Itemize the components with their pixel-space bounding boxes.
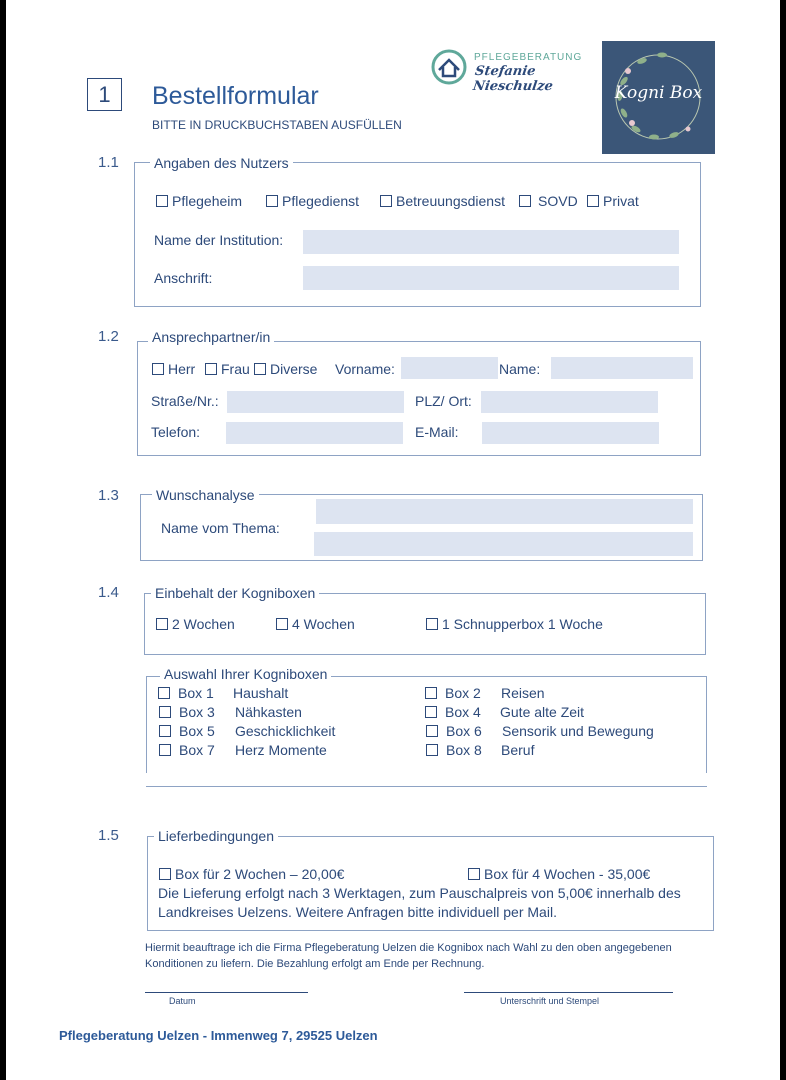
box-3-name: Nähkasten bbox=[235, 704, 302, 720]
option-2-wochen: 2 Wochen bbox=[172, 616, 235, 632]
name-label: Name: bbox=[499, 361, 541, 377]
box-3-number: Box 3 bbox=[179, 704, 215, 720]
signature-line[interactable] bbox=[464, 992, 673, 993]
logo-text-name: Stefanie Nieschulze bbox=[471, 64, 554, 94]
zip-label: PLZ/ Ort: bbox=[415, 393, 472, 409]
box-4-name: Gute alte Zeit bbox=[500, 704, 585, 720]
option-box-2-weeks: Box für 2 Wochen – 20,00€ bbox=[175, 866, 345, 882]
checkbox-box-3[interactable] bbox=[159, 706, 171, 718]
email-label: E-Mail: bbox=[415, 424, 459, 440]
box-8-number: Box 8 bbox=[446, 742, 482, 758]
checkbox-pflegedienst[interactable] bbox=[266, 195, 278, 207]
section-1-1-number: 1.1 bbox=[98, 154, 119, 171]
checkbox-betreuungsdienst[interactable] bbox=[380, 195, 392, 207]
badge-title: Kogni Box bbox=[614, 83, 703, 103]
page-title: Bestellformular bbox=[152, 82, 319, 110]
kogni-box-badge bbox=[602, 41, 715, 154]
checkbox-box-6[interactable] bbox=[426, 725, 438, 737]
section-1-5-legend: Lieferbedingungen bbox=[154, 828, 278, 844]
authorization-line2: Konditionen zu liefern. Die Bezahlung erfolgt am Ende per Rechnung. bbox=[145, 958, 485, 970]
box-2-name: Reisen bbox=[501, 685, 545, 701]
firstname-field[interactable] bbox=[401, 357, 498, 379]
section-number-box bbox=[87, 78, 122, 111]
order-form-page bbox=[6, 0, 780, 1080]
box-selection-legend: Auswahl Ihrer Kogniboxen bbox=[160, 666, 331, 682]
delivery-text-line2: Landkreises Uelzens. Weitere Anfragen bitte individuell per Mail. bbox=[158, 904, 557, 920]
option-pflegeheim: Pflegeheim bbox=[172, 193, 243, 209]
box-4-number: Box 4 bbox=[445, 704, 481, 720]
option-pflegedienst: Pflegedienst bbox=[282, 193, 360, 209]
checkbox-herr[interactable] bbox=[152, 363, 164, 375]
phone-label: Telefon: bbox=[151, 424, 201, 440]
zip-city-field[interactable] bbox=[481, 391, 658, 413]
box-2-number: Box 2 bbox=[445, 685, 481, 701]
option-frau: Frau bbox=[221, 361, 250, 377]
box-5-name: Geschicklichkeit bbox=[235, 723, 336, 739]
option-schnupperbox: 1 Schnupperbox 1 Woche bbox=[442, 616, 603, 632]
authorization-line1: Hiermit beauftrage ich die Firma Pflegeberatung Uelzen die Kognibox nach Wahl zu den oben angegebenen bbox=[145, 942, 672, 954]
checkbox-2-wochen[interactable] bbox=[156, 618, 168, 630]
checkbox-box-2[interactable] bbox=[425, 687, 437, 699]
checkbox-box-4[interactable] bbox=[425, 706, 437, 718]
street-label: Straße/Nr.: bbox=[151, 393, 219, 409]
section-1-2-number: 1.2 bbox=[98, 328, 119, 345]
address-label: Anschrift: bbox=[154, 270, 213, 286]
phone-field[interactable] bbox=[226, 422, 403, 444]
checkbox-box-7[interactable] bbox=[159, 744, 171, 756]
page-subtitle: BITTE IN DRUCKBUCHSTABEN AUSFÜLLEN bbox=[152, 118, 402, 132]
date-line[interactable] bbox=[145, 992, 308, 993]
institution-field[interactable] bbox=[303, 230, 679, 254]
option-diverse: Diverse bbox=[270, 361, 318, 377]
section-1-1-legend: Angaben des Nutzers bbox=[150, 155, 293, 171]
box-5-number: Box 5 bbox=[179, 723, 215, 739]
signature-label: Unterschrift und Stempel bbox=[500, 996, 600, 1006]
box-6-name: Sensorik und Bewegung bbox=[502, 723, 654, 739]
section-1-3-number: 1.3 bbox=[98, 487, 119, 504]
checkbox-diverse[interactable] bbox=[254, 363, 266, 375]
box-7-name: Herz Momente bbox=[235, 742, 327, 758]
checkbox-4-wochen[interactable] bbox=[276, 618, 288, 630]
checkbox-sovd[interactable] bbox=[519, 195, 531, 207]
address-field[interactable] bbox=[303, 266, 679, 290]
checkbox-privat[interactable] bbox=[587, 195, 599, 207]
checkbox-box-1[interactable] bbox=[158, 687, 170, 699]
box-6-number: Box 6 bbox=[446, 723, 482, 739]
delivery-text-line1: Die Lieferung erfolgt nach 3 Werktagen, zum Pauschalpreis von 5,00€ innerhalb des bbox=[158, 885, 681, 901]
section-1-4-number: 1.4 bbox=[98, 584, 119, 601]
option-sovd: SOVD bbox=[538, 193, 578, 209]
box-1-name: Haushalt bbox=[233, 685, 289, 701]
name-field[interactable] bbox=[551, 357, 693, 379]
section-1-5-number: 1.5 bbox=[98, 827, 119, 844]
checkbox-box-8[interactable] bbox=[426, 744, 438, 756]
option-herr: Herr bbox=[168, 361, 196, 377]
section-1-2-legend: Ansprechpartner/in bbox=[148, 329, 274, 345]
option-privat: Privat bbox=[603, 193, 639, 209]
box-7-number: Box 7 bbox=[179, 742, 215, 758]
option-box-4-weeks: Box für 4 Wochen - 35,00€ bbox=[484, 866, 651, 882]
option-betreuungsdienst: Betreuungsdienst bbox=[396, 193, 505, 209]
topic-field-2[interactable] bbox=[314, 532, 693, 556]
box-8-name: Beruf bbox=[501, 742, 535, 758]
firstname-label: Vorname: bbox=[335, 361, 395, 377]
box-selection-bottom-line bbox=[146, 786, 707, 787]
footer-address: Pflegeberatung Uelzen - Immenweg 7, 29525 Uelzen bbox=[59, 1028, 378, 1043]
date-label: Datum bbox=[169, 996, 196, 1006]
topic-field-1[interactable] bbox=[316, 499, 693, 524]
section-number: 1 bbox=[98, 82, 111, 107]
institution-label: Name der Institution: bbox=[154, 232, 284, 248]
checkbox-frau[interactable] bbox=[205, 363, 217, 375]
checkbox-box-4-weeks[interactable] bbox=[468, 868, 480, 880]
checkbox-box-2-weeks[interactable] bbox=[159, 868, 171, 880]
box-1-number: Box 1 bbox=[178, 685, 214, 701]
checkbox-box-5[interactable] bbox=[159, 725, 171, 737]
section-1-3-legend: Wunschanalyse bbox=[152, 487, 259, 503]
section-1-4-legend: Einbehalt der Kogniboxen bbox=[151, 585, 319, 601]
email-field[interactable] bbox=[482, 422, 659, 444]
street-field[interactable] bbox=[227, 391, 404, 413]
checkbox-pflegeheim[interactable] bbox=[156, 195, 168, 207]
topic-label: Name vom Thema: bbox=[161, 520, 280, 536]
company-logo bbox=[430, 46, 583, 94]
house-heart-icon bbox=[430, 48, 468, 86]
logo-text-top: PFLEGEBERATUNG bbox=[474, 52, 583, 63]
checkbox-schnupperbox[interactable] bbox=[426, 618, 438, 630]
option-4-wochen: 4 Wochen bbox=[292, 616, 355, 632]
